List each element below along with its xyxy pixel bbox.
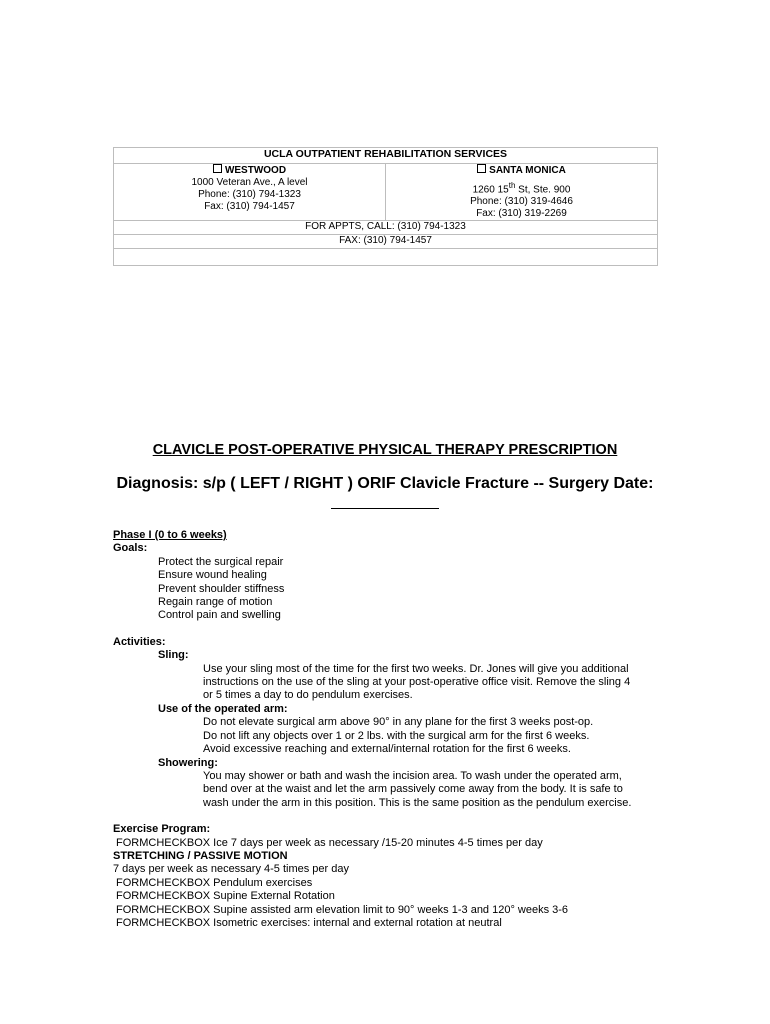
arm-text: Do not elevate surgical arm above 90° in any plane for the first 3 weeks post-op. (203, 716, 594, 729)
goal-item: Control pain and swelling (158, 609, 281, 622)
checkbox-icon[interactable] (213, 164, 222, 173)
sling-text: or 5 times a day to do pendulum exercises. (203, 689, 413, 702)
sling-text: instructions on the use of the sling at your post-operative office visit. Remove the sling 4 (203, 676, 631, 689)
shower-text: wash under the arm in this position. This is the same position as the pendulum exercise. (203, 796, 632, 809)
stretching-label: STRETCHING / PASSIVE MOTION (113, 849, 288, 862)
goal-item: Regain range of motion (158, 596, 273, 609)
exercise-checkbox-item[interactable]: FORMCHECKBOX Supine assisted arm elevation limit to 90° weeks 1-3 and 120° weeks 3-6 (116, 903, 569, 916)
appts-line: FOR APPTS, CALL: (310) 794-1323 (114, 221, 658, 235)
frequency-line: 7 days per week as necessary 4-5 times per day (113, 863, 350, 876)
sling-text: Use your sling most of the time for the first two weeks. Dr. Jones will give you additional (203, 662, 629, 675)
activities-label: Activities: (113, 635, 166, 648)
arm-text: Do not lift any objects over 1 or 2 lbs. with the surgical arm for the first 6 weeks. (203, 729, 590, 742)
goals-label: Goals: (113, 542, 148, 555)
westwood-cell (114, 164, 386, 221)
shower-label: Showering: (158, 756, 218, 769)
arm-label: Use of the operated arm: (158, 702, 288, 715)
diagnosis-line: Diagnosis: s/p ( LEFT / RIGHT ) ORIF Clavicle Fracture -- Surgery Date: (116, 475, 654, 492)
exercise-checkbox-item[interactable]: FORMCHECKBOX Ice 7 days per week as necessary /15-20 minutes 4-5 times per day (116, 836, 543, 849)
santa-monica-cell (386, 164, 658, 221)
goal-item: Protect the surgical repair (158, 555, 284, 568)
santa-monica-address: 1260 15th St, Ste. 900 (472, 181, 571, 196)
westwood-fax: Fax: (310) 794-1457 (204, 201, 295, 212)
exercise-checkbox-item[interactable]: FORMCHECKBOX Supine External Rotation (116, 890, 335, 903)
exercise-checkbox-item[interactable]: FORMCHECKBOX Isometric exercises: internal and external rotation at neutral (116, 916, 502, 929)
santa-monica-phone: Phone: (310) 319-4646 (470, 196, 573, 208)
clinic-title: UCLA OUTPATIENT REHABILITATION SERVICES (114, 148, 658, 164)
goal-item: Prevent shoulder stiffness (158, 582, 285, 595)
phase-heading: Phase I (0 to 6 weeks) (113, 529, 227, 541)
arm-text: Avoid excessive reaching and external/internal rotation for the first 6 weeks. (203, 743, 571, 756)
checkbox-icon[interactable] (477, 164, 486, 173)
westwood-address: 1000 Veteran Ave., A level (191, 177, 308, 188)
clinic-header-table (113, 147, 658, 266)
santa-monica-fax: Fax: (310) 319-2269 (476, 208, 567, 220)
surgery-date-blank[interactable] (331, 508, 439, 509)
westwood-phone: Phone: (310) 794-1323 (198, 189, 301, 200)
shower-text: bend over at the waist and let the arm passively come away from the body. It is safe to (203, 783, 623, 796)
shower-text: You may shower or bath and wash the incision area. To wash under the operated arm, (203, 769, 622, 782)
westwood-option[interactable] (114, 164, 385, 177)
exercise-checkbox-item[interactable]: FORMCHECKBOX Pendulum exercises (116, 876, 313, 889)
empty-row (114, 249, 658, 266)
exercise-label: Exercise Program: (113, 823, 211, 836)
westwood-label: WESTWOOD (224, 165, 287, 176)
santa-monica-label: SANTA MONICA (489, 165, 566, 176)
sling-label: Sling: (158, 649, 189, 662)
fax-line: FAX: (310) 794-1457 (114, 235, 658, 249)
prescription-body (113, 529, 658, 930)
santa-monica-option[interactable] (386, 164, 657, 177)
goal-item: Ensure wound healing (158, 569, 267, 582)
page-title: CLAVICLE POST-OPERATIVE PHYSICAL THERAPY PRESCRIPTION (152, 442, 618, 458)
